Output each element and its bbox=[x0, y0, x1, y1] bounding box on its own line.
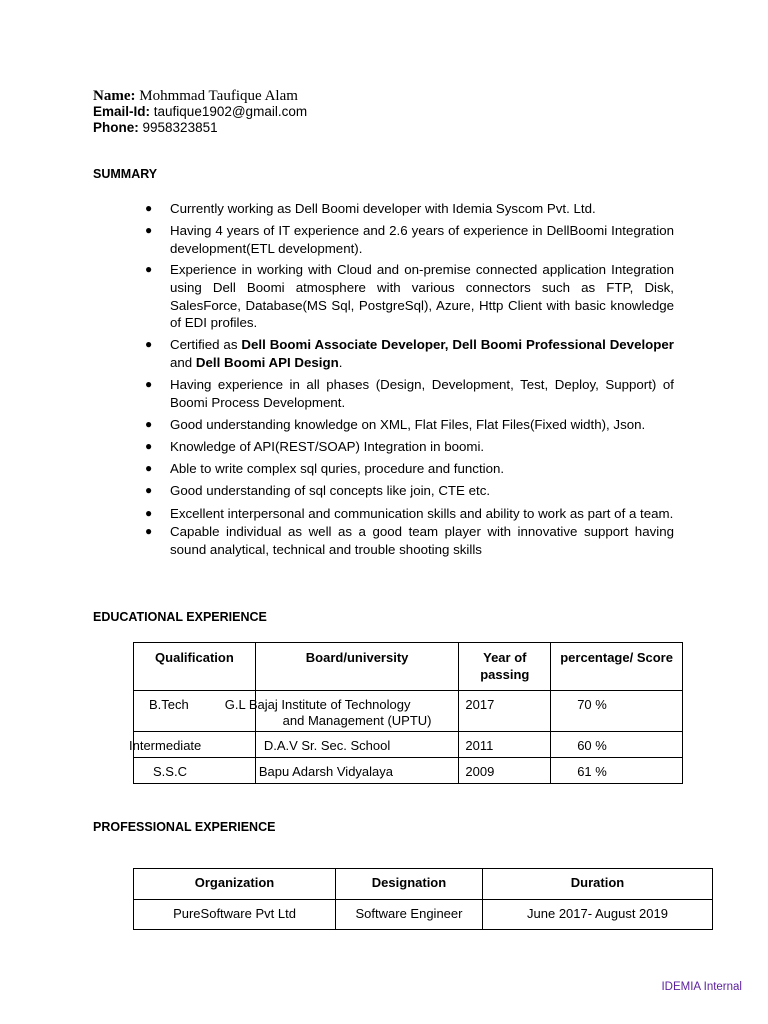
table-row bbox=[134, 900, 713, 930]
education-table bbox=[129, 642, 683, 784]
classification-label: IDEMIA Internal bbox=[661, 981, 742, 993]
col-organization: Organization bbox=[134, 869, 336, 900]
cell-board: and Management (UPTU) bbox=[255, 691, 459, 732]
bullet-icon: ● bbox=[145, 201, 153, 215]
summary-item bbox=[145, 482, 674, 500]
summary-text: Knowledge of API(REST/SOAP) Integration in boomi. bbox=[170, 439, 485, 455]
summary-text: Good understanding knowledge on XML, Flat Files, Flat Files(Fixed width), Json. bbox=[170, 416, 646, 432]
bullet-icon: ● bbox=[145, 505, 153, 520]
table-row bbox=[134, 758, 683, 784]
cell-qualification: S.S.C bbox=[134, 758, 256, 784]
summary-list bbox=[145, 200, 674, 563]
summary-item bbox=[145, 416, 674, 434]
summary-text: Good understanding of sql concepts like join, CTE etc. bbox=[170, 483, 491, 499]
summary-item bbox=[145, 222, 674, 257]
summary-item bbox=[145, 523, 674, 558]
cell-board: D.A.V Sr. Sec. School bbox=[255, 732, 459, 758]
cell-percentage: 60 % bbox=[551, 732, 683, 758]
bullet-icon: ● bbox=[145, 262, 153, 277]
phone-line bbox=[93, 120, 218, 136]
cell-year: 2011 bbox=[459, 732, 551, 758]
bullet-icon: ● bbox=[145, 461, 153, 476]
cell-organization: PureSoftware Pvt Ltd bbox=[134, 900, 336, 930]
bullet-icon: ● bbox=[145, 223, 153, 238]
col-duration: Duration bbox=[483, 869, 713, 900]
col-percentage: percentage/ Score bbox=[551, 643, 683, 691]
bullet-icon: ● bbox=[145, 483, 153, 498]
summary-item bbox=[145, 336, 674, 371]
summary-text: Experience in working with Cloud and on-premise connected application Integration using Dell Boomi atmosphere with various connectors such as FTP, Disk, SalesForce, Database(MS Sql, PostgreSql), Azure, Http Client with basic knowledge of EDI profiles. bbox=[170, 262, 674, 331]
summary-item bbox=[145, 438, 674, 456]
cell-year: 2017 bbox=[459, 691, 551, 732]
summary-text: Having experience in all phases (Design, Development, Test, Deploy, Support) of Boomi Process Development. bbox=[170, 377, 674, 410]
summary-item bbox=[145, 200, 674, 218]
summary-text: . bbox=[338, 354, 343, 370]
summary-text: Having 4 years of IT experience and 2.6 years of experience in DellBoomi Integration development(ETL development). bbox=[170, 223, 674, 256]
phone-label: Phone: bbox=[93, 120, 139, 135]
phone-value: 9958323851 bbox=[142, 120, 218, 135]
table-header-row bbox=[134, 869, 713, 900]
email-line bbox=[93, 104, 307, 120]
cell-board-line1: G.L Bajaj Institute of Technology bbox=[224, 697, 411, 712]
email-label: Email-Id: bbox=[93, 104, 151, 119]
col-qualification: Qualification bbox=[134, 643, 256, 691]
education-heading: EDUCATIONAL EXPERIENCE bbox=[93, 610, 267, 624]
name-line bbox=[93, 88, 298, 104]
table-header-row bbox=[134, 643, 683, 691]
professional-table bbox=[133, 868, 713, 930]
table-row bbox=[134, 691, 683, 732]
bullet-icon: ● bbox=[145, 524, 153, 539]
summary-text: and bbox=[170, 354, 196, 370]
cell-percentage: 70 % bbox=[551, 691, 683, 732]
bullet-icon: ● bbox=[145, 439, 153, 454]
cell-text: Intermediate bbox=[129, 738, 202, 753]
cell-percentage: 61 % bbox=[551, 758, 683, 784]
cell-board: Bapu Adarsh Vidyalaya bbox=[255, 758, 459, 784]
bullet-icon: ● bbox=[145, 337, 153, 352]
summary-text: Able to write complex sql quries, procedure and function. bbox=[170, 461, 505, 477]
summary-text: Certified as bbox=[170, 337, 242, 353]
certification-api: Dell Boomi API Design bbox=[195, 354, 339, 370]
table-row bbox=[134, 732, 683, 758]
summary-item bbox=[145, 376, 674, 411]
col-year: Year of passing bbox=[459, 643, 551, 691]
cell-designation: Software Engineer bbox=[336, 900, 483, 930]
summary-item bbox=[145, 261, 674, 331]
email-value: taufique1902@gmail.com bbox=[153, 104, 308, 119]
col-board: Board/university bbox=[255, 643, 459, 691]
summary-text: Capable individual as well as a good team player with innovative support having sound analytical, technical and trouble shooting skills bbox=[170, 524, 674, 557]
col-designation: Designation bbox=[336, 869, 483, 900]
summary-text: Excellent interpersonal and communication skills and ability to work as part of a team. bbox=[170, 505, 674, 521]
name-value: Mohmmad Taufique Alam bbox=[139, 88, 298, 104]
cell-year: 2009 bbox=[459, 758, 551, 784]
cell-qualification bbox=[129, 732, 256, 758]
summary-heading: SUMMARY bbox=[93, 167, 158, 181]
cell-duration: June 2017- August 2019 bbox=[483, 900, 713, 930]
bullet-icon: ● bbox=[145, 377, 153, 392]
summary-text: Currently working as Dell Boomi developer with Idemia Syscom Pvt. Ltd. bbox=[170, 201, 596, 216]
professional-heading: PROFESSIONAL EXPERIENCE bbox=[93, 820, 276, 834]
bullet-icon: ● bbox=[145, 416, 153, 431]
summary-item bbox=[145, 460, 674, 478]
summary-item bbox=[145, 505, 674, 523]
name-label: Name: bbox=[93, 88, 136, 104]
certification-names: Dell Boomi Associate Developer, Dell Boomi Professional Developer bbox=[241, 337, 674, 353]
cell-text: B.Tech bbox=[149, 697, 189, 712]
